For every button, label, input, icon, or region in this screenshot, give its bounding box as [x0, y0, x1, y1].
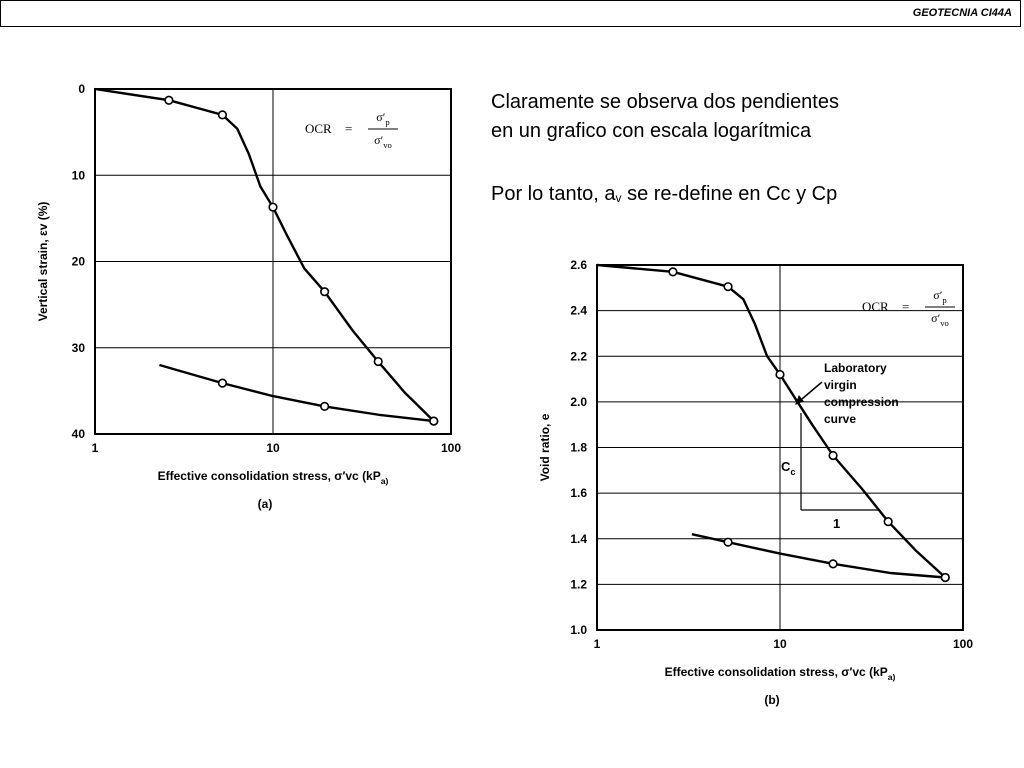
chart-caption: (a)	[257, 497, 273, 511]
text-line-1: Claramente se observa dos pendientes	[491, 91, 839, 113]
data-point-unloading	[321, 403, 329, 411]
ocr-denominator: $\sigma'_{vo}$	[931, 311, 949, 328]
y-tick-label: 2.0	[570, 394, 587, 409]
data-point-unloading	[219, 379, 227, 387]
chart-caption: (b)	[764, 693, 780, 707]
text-line-3-start: Por lo tanto, a	[491, 183, 616, 205]
data-point-loading	[829, 452, 837, 460]
data-point-loading	[321, 288, 329, 296]
ocr-denominator: $\sigma'_{vo}$	[374, 133, 392, 150]
text-line-3-end: se re-define en Cc y Cp	[621, 183, 838, 205]
data-point-loading	[269, 203, 277, 211]
x-tick-label: 1	[593, 637, 601, 651]
callout-text: Laboratory	[824, 361, 887, 375]
y-axis-label: Void ratio, e	[538, 413, 552, 482]
chart-a	[36, 82, 461, 511]
y-tick-label: 1.4	[570, 531, 587, 546]
ocr-equals: =	[902, 299, 910, 314]
series-unloading-line	[159, 365, 433, 421]
chart-b	[538, 258, 973, 707]
slope-base-label: 1	[833, 516, 841, 531]
x-tick-label: 10	[773, 637, 787, 651]
data-point-loading	[884, 518, 892, 526]
y-axis-label: Vertical strain, εv (%)	[36, 201, 50, 322]
x-tick-label: 1	[91, 441, 99, 455]
x-tick-label: 100	[440, 441, 462, 455]
ocr-label: OCR	[862, 299, 889, 314]
y-tick-label: 1.0	[570, 623, 587, 637]
x-tick-label: 100	[952, 637, 974, 651]
y-tick-label: 0	[78, 82, 85, 96]
data-point-unloading	[430, 417, 438, 425]
data-point-loading	[776, 371, 784, 379]
callout-arrowhead	[796, 396, 803, 404]
callout-text: compression	[824, 395, 899, 409]
data-point-unloading	[941, 574, 949, 582]
data-point-loading	[219, 111, 227, 119]
text-line-3-subscript: v	[615, 191, 622, 205]
y-tick-label: 2.4	[570, 303, 587, 318]
slope-label-cc: $C_c$	[781, 459, 796, 477]
y-tick-label: 1.6	[570, 486, 587, 501]
y-tick-label: 1.2	[570, 577, 587, 592]
data-point-loading	[669, 268, 677, 276]
y-tick-label: 2.2	[570, 349, 587, 364]
y-tick-label: 10	[71, 168, 85, 183]
ocr-label: OCR	[305, 121, 332, 136]
callout-text: virgin	[824, 378, 857, 392]
data-point-unloading	[724, 538, 732, 546]
ocr-numerator: $\sigma'_p$	[376, 110, 390, 127]
x-axis-label: Effective consolidation stress, σ′vc ($kP_{a)}$	[157, 469, 389, 486]
y-tick-label: 2.6	[570, 258, 587, 272]
series-loading-line	[597, 265, 945, 578]
y-tick-label: 30	[71, 340, 85, 355]
data-point-loading	[165, 96, 173, 104]
text-line-2: en un grafico con escala logarítmica	[491, 120, 812, 142]
callout-text: curve	[824, 412, 857, 426]
data-point-loading	[374, 358, 382, 366]
data-point-unloading	[829, 560, 837, 568]
ocr-numerator: $\sigma'_p$	[933, 288, 947, 305]
course-title: GEOTECNIA CI44A	[912, 7, 1012, 19]
x-axis-label: Effective consolidation stress, σ′vc ($kP_{a)}$	[664, 665, 896, 682]
ocr-equals: =	[345, 121, 353, 136]
y-tick-label: 1.8	[570, 440, 587, 455]
x-tick-label: 10	[266, 441, 280, 455]
data-point-loading	[724, 283, 732, 291]
y-tick-label: 20	[71, 254, 85, 269]
y-tick-label: 40	[71, 427, 85, 441]
